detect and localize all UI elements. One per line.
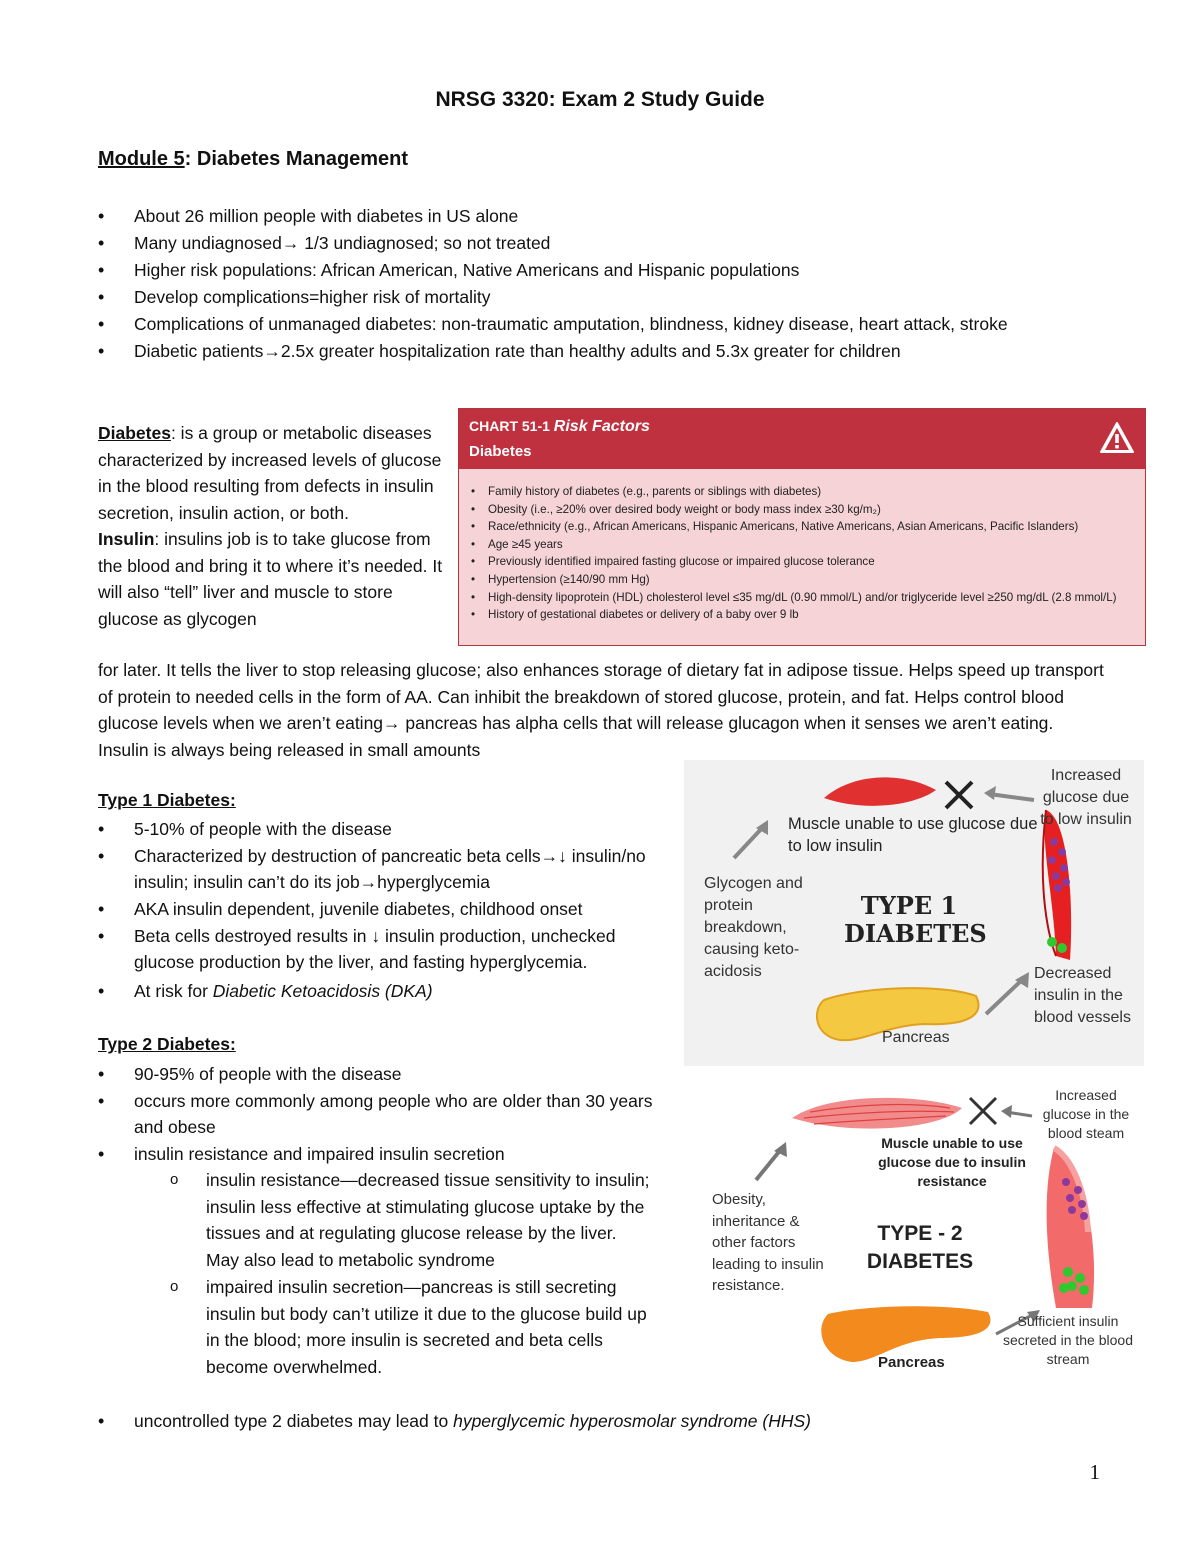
chart-header xyxy=(459,409,1145,469)
list-item: • Age ≥45 years xyxy=(471,536,1137,554)
arrow-line xyxy=(989,794,1034,800)
dka-term: Diabetic Ketoacidosis (DKA) xyxy=(212,981,433,1001)
page-number: 1 xyxy=(1089,1460,1100,1484)
type2-diagram xyxy=(700,1082,1144,1382)
muscle-shape xyxy=(824,777,936,805)
list-item: • High-density lipoprotein (HDL) cholesterol level ≤35 mg/dL (0.90 mmol/L) and/or triglyceride level ≥250 mg/dL (2.8 mmol/L) xyxy=(471,589,1137,607)
insulin-definition: : insulins job is to take glucose from the blood and bring it to where it’s needed. It will also “tell” liver and muscle to store glucose as glycogen xyxy=(98,529,443,629)
list-item: o impaired insulin secretion—pancreas is still secreting insulin but body can’t utilize it due to the glucose build up in the blood; more insulin is secreted and beta cells become overwhelmed. xyxy=(170,1274,650,1380)
arrow-line xyxy=(986,978,1024,1014)
hhs-prefix: uncontrolled type 2 diabetes may lead to xyxy=(134,1411,454,1431)
module-heading xyxy=(98,148,408,171)
warning-icon xyxy=(1099,421,1135,455)
list-item: • Characterized by destruction of pancreatic beta cells→↓ insulin/no insulin; insulin can’t do its job→hyperglycemia xyxy=(98,843,658,895)
type1-diagram-title xyxy=(844,891,987,948)
diabetes-definition: : is a group or metabolic diseases characterized by increased levels of glucose in the blood resulting from defects in insulin secretion, insulin action, or both. xyxy=(98,423,442,523)
list-item: • Higher risk populations: African American, Native Americans and Hispanic populations xyxy=(98,257,1098,283)
arrow-line xyxy=(734,826,764,858)
list-item: • AKA insulin dependent, juvenile diabetes, childhood onset xyxy=(98,896,658,922)
page-title: NRSG 3320: Exam 2 Study Guide xyxy=(435,88,765,111)
chart-subtitle: Diabetes xyxy=(469,443,532,460)
type1-diagram xyxy=(684,760,1144,1066)
chart-label: CHART 51-1 xyxy=(469,418,550,434)
type1-decreased-label: Decreased insulin in the blood vessels xyxy=(1034,965,1131,1026)
type2-obesity-label: Obesity, inheritance & other factors leading to insulin resistance. xyxy=(712,1191,824,1294)
type1-heading: Type 1 Diabetes: xyxy=(98,790,236,810)
chart-risk-list xyxy=(459,469,1145,624)
type2-hhs-list xyxy=(98,1408,1098,1434)
insulin-dot xyxy=(1047,937,1057,947)
type1-glycogen-label: Glycogen and protein breakdown, causing keto-acidosis xyxy=(704,875,803,980)
type2-sub-list xyxy=(170,1167,650,1380)
list-item: • Beta cells destroyed results in ↓ insulin production, unchecked glucose production by the liver, and fasting hyperglycemia. xyxy=(98,923,624,975)
dka-prefix: At risk for xyxy=(134,981,213,1001)
blocked-x-icon xyxy=(970,1098,996,1124)
type1-pancreas-label: Pancreas xyxy=(882,1029,950,1046)
list-item: • Previously identified impaired fasting glucose or impaired glucose tolerance xyxy=(471,553,1137,571)
type2-muscle-label: Muscle unable to use glucose due to insulin resistance xyxy=(878,1135,1026,1189)
definitions-column xyxy=(98,420,443,632)
list-item: • Hypertension (≥140/90 mm Hg) xyxy=(471,571,1137,589)
list-item: • Diabetic patients→2.5x greater hospitalization rate than healthy adults and 5.3x greater for children xyxy=(98,338,1098,364)
hhs-term: hyperglycemic hyperosmolar syndrome (HHS) xyxy=(453,1411,811,1431)
list-item: • History of gestational diabetes or delivery of a baby over 9 lb xyxy=(471,606,1137,624)
type2-heading: Type 2 Diabetes: xyxy=(98,1034,236,1054)
chart-title-text: Risk Factors xyxy=(553,418,650,435)
intro-bullet-list xyxy=(98,203,1098,364)
list-item: • Complications of unmanaged diabetes: non-traumatic amputation, blindness, kidney disease, heart attack, stroke xyxy=(98,311,1074,337)
type2-increased-label: Increased glucose in the blood steam xyxy=(1042,1087,1130,1141)
list-item: • Obesity (i.e., ≥20% over desired body weight or body mass index ≥30 kg/m₂) xyxy=(471,501,1137,519)
blocked-x-icon xyxy=(946,782,972,808)
type2-title-a: TYPE - 2 xyxy=(877,1222,963,1245)
type2-pancreas-label: Pancreas xyxy=(878,1354,945,1371)
chart-title xyxy=(469,418,650,436)
list-item: • Family history of diabetes (e.g., parents or siblings with diabetes) xyxy=(471,483,1137,501)
insulin-term: Insulin xyxy=(98,529,155,549)
type1-muscle-label: Muscle unable to use glucose due to low insulin xyxy=(788,815,1038,855)
type2-bullet-list xyxy=(98,1061,678,1167)
type2-title-b: DIABETES xyxy=(866,1250,974,1273)
type1-title-a: TYPE 1 xyxy=(860,891,958,920)
arrow-head xyxy=(984,786,996,800)
list-item: • Many undiagnosed→ 1/3 undiagnosed; so not treated xyxy=(98,230,1098,256)
list-item xyxy=(98,978,658,1004)
list-item: • About 26 million people with diabetes in US alone xyxy=(98,203,1098,229)
arrow-head xyxy=(1001,1105,1012,1118)
type2-sufficient-label: Sufficient insulin secreted in the blood stream xyxy=(1003,1313,1133,1367)
list-item: • 5-10% of people with the disease xyxy=(98,816,658,842)
list-item xyxy=(98,1408,1098,1434)
module-label: Module 5 xyxy=(98,148,185,170)
list-item: • Race/ethnicity (e.g., African Americans, Hispanic Americans, Native Americans, Asian Americans, Pacific Islanders) xyxy=(471,518,1137,536)
type1-bullet-list xyxy=(98,816,658,1004)
list-item: • insulin resistance and impaired insulin secretion xyxy=(98,1141,678,1167)
type1-increased-label: Increased glucose due to low insulin xyxy=(1040,767,1132,828)
type2-diagram-title xyxy=(850,1220,990,1276)
type1-title-b: DIABETES xyxy=(844,919,987,948)
list-item: • Develop complications=higher risk of mortality xyxy=(98,284,1098,310)
list-item: • occurs more commonly among people who are older than 30 years and obese xyxy=(98,1088,678,1140)
risk-factors-chart xyxy=(458,408,1146,646)
insulin-definition-continued: for later. It tells the liver to stop releasing glucose; also enhances storage of dietary fat in adipose tissue. Helps speed up transport of protein to needed cells in the form of AA. Can inhibit the breakdown of stored glucose, protein, and fat. Helps control blood glucose levels when we aren’t eating→ pancreas has alpha cells that will release glucagon when it senses we aren’t eating. Insulin is always being released in small amounts xyxy=(98,660,1104,760)
list-item: o insulin resistance—decreased tissue sensitivity to insulin; insulin less effective at stimulating glucose uptake by the tissues and at regulating glucose release by the liver. May also lead to metabolic syndrome xyxy=(170,1167,650,1273)
list-item: • 90-95% of people with the disease xyxy=(98,1061,678,1087)
diabetes-term: Diabetes xyxy=(98,423,171,443)
insulin-dot xyxy=(1057,943,1067,953)
module-suffix: : Diabetes Management xyxy=(184,148,409,170)
